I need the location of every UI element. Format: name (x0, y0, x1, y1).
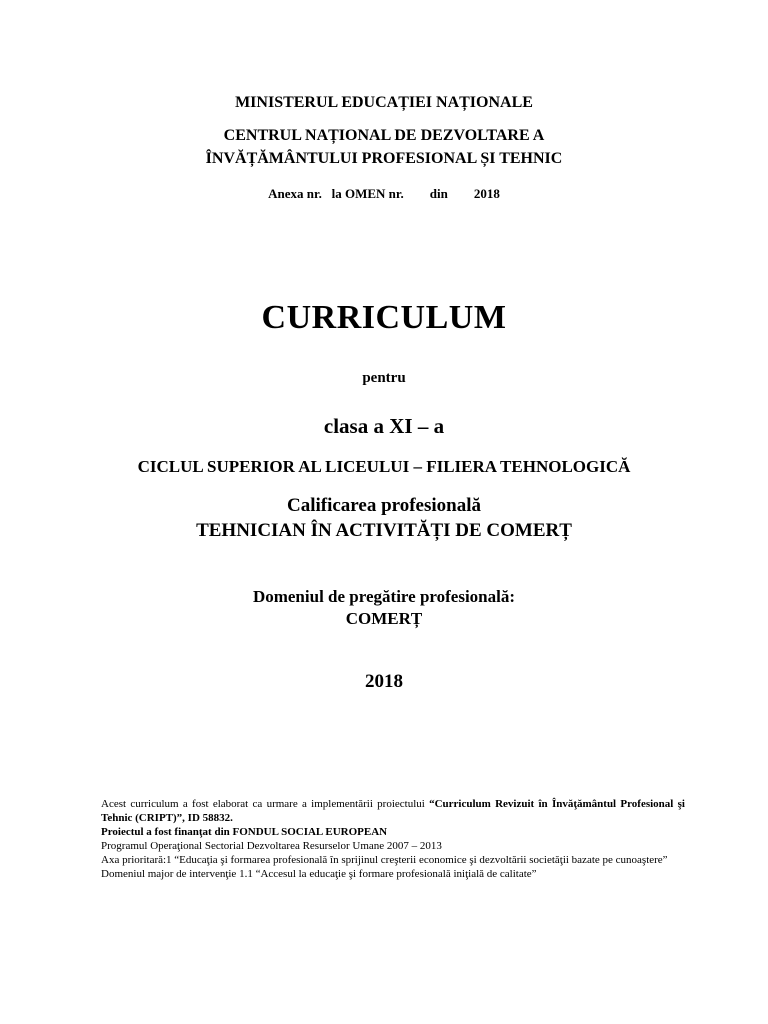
domain-label: Domeniul de pregătire profesională: (252, 587, 516, 606)
footer-program: Programul Operaţional Sectorial Dezvoltarea Resurselor Umane 2007 – 2013 (101, 840, 442, 852)
footer-project-note (101, 797, 685, 825)
footer-funding-text: Proiectul a fost finanţat din FONDUL SOCIAL EUROPEAN (101, 826, 388, 838)
anexa-din: din (429, 186, 448, 201)
footer-project-text: Acest curriculum a fost elaborat ca urmare a implementării proiectului (101, 798, 430, 810)
footer-project-name: “Curriculum Revizuit în Învăţământul Profesional şi Tehnic (CRIPT)”, ID 58832. (101, 798, 685, 824)
document-title: CURRICULUM (261, 299, 507, 336)
anexa-line (0, 186, 768, 202)
footer-notes (101, 797, 685, 881)
anexa-year: 2018 (473, 186, 500, 201)
qualification-label: Calificarea profesională (286, 495, 482, 516)
footer-priority-axis: Axa prioritară:1 “Educaţia şi formarea profesională în sprijinul creşterii economice şi dezvoltării societăţii bazate pe cunoaştere” (101, 854, 668, 866)
footer-funding (101, 825, 685, 839)
class-text: clasa a XI – a (323, 414, 445, 438)
center-heading-line2: ÎNVĂȚĂMÂNTULUI PROFESIONAL ȘI TEHNIC (205, 150, 563, 167)
qualification-name: TEHNICIAN ÎN ACTIVITĂȚI DE COMERȚ (196, 520, 572, 541)
ministry-heading: MINISTERUL EDUCAȚIEI NAȚIONALE (235, 94, 533, 111)
domain-name: COMERȚ (345, 609, 423, 628)
pentru-text: pentru (362, 370, 406, 386)
anexa-omen: la OMEN nr. (331, 186, 404, 201)
document-year: 2018 (365, 671, 403, 692)
center-heading-line1: CENTRUL NAȚIONAL DE DEZVOLTARE A (223, 127, 545, 144)
footer-intervention-domain: Domeniul major de intervenţie 1.1 “Accesul la educaţie şi formare profesională iniţială de calitate” (101, 868, 537, 880)
anexa-label: Anexa nr. (268, 186, 322, 201)
cycle-text: CICLUL SUPERIOR AL LICEULUI – FILIERA TEHNOLOGICĂ (137, 457, 631, 476)
